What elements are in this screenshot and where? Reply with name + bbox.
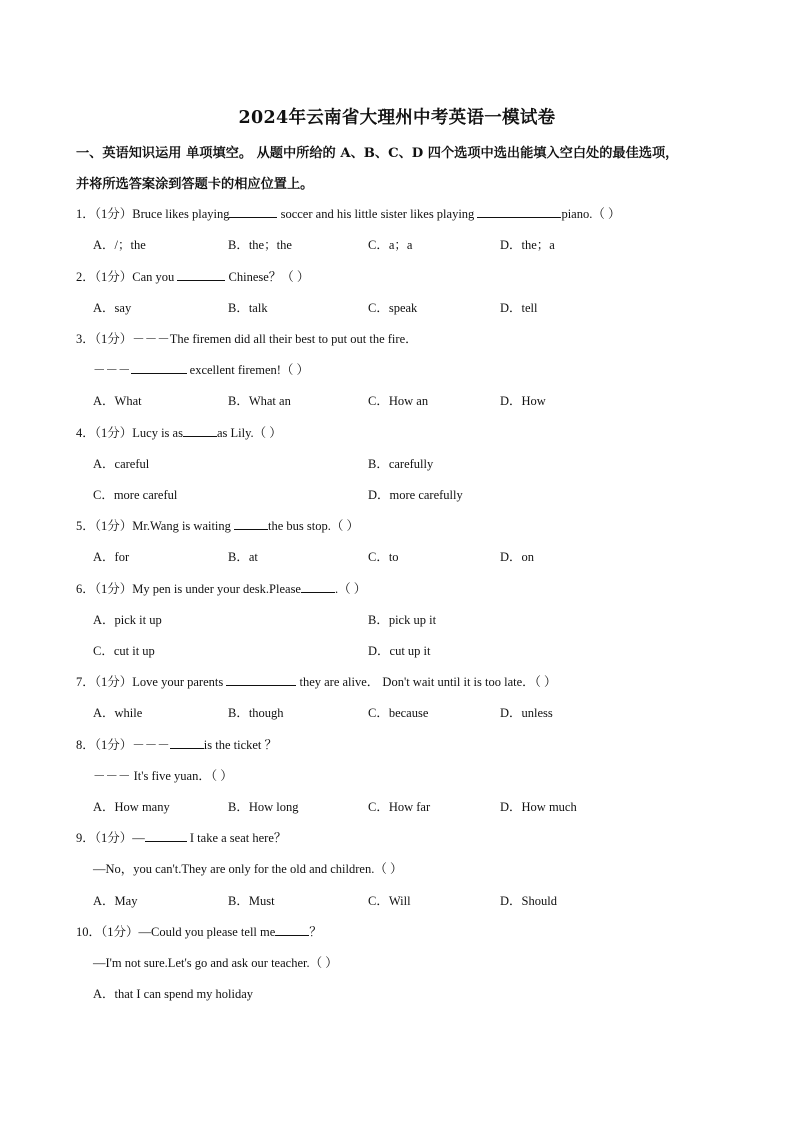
option-a: A．/；the xyxy=(93,238,146,252)
question-text: －－－The firemen did all their best to put out the fire． xyxy=(132,332,418,346)
answer-blank xyxy=(275,923,309,936)
answer-blank xyxy=(183,424,217,437)
question-4 xyxy=(76,423,282,443)
option-a: A．for xyxy=(93,550,130,564)
option-d: D．cut up it xyxy=(368,644,431,658)
question-text: I take a seat here？ xyxy=(186,831,287,845)
dialogue-dash: －－－ xyxy=(93,363,131,377)
option-a: A．What xyxy=(93,394,142,408)
question-number: 8．（1分） xyxy=(76,738,133,752)
question-text: —Could you please tell me xyxy=(138,925,276,939)
question-number: 2．（1分） xyxy=(76,270,133,284)
question-1 xyxy=(76,204,620,224)
question-5 xyxy=(76,516,359,536)
question-text: piano.（ ） xyxy=(561,207,621,221)
question-text: Can you xyxy=(132,270,178,284)
question-8-reply: －－－ It's five yuan．（ ） xyxy=(93,769,233,783)
option-c: C．speak xyxy=(368,301,418,315)
question-text: .（ ） xyxy=(335,582,367,596)
question-number: 6．（1分） xyxy=(76,582,133,596)
option-c: C．a；a xyxy=(368,238,413,252)
option-b: B．the；the xyxy=(228,238,292,252)
question-text: Love your parents xyxy=(132,675,227,689)
question-6 xyxy=(76,579,366,599)
option-a: A．while xyxy=(93,706,143,720)
option-d: D．unless xyxy=(500,706,553,720)
section-instruction-line1: 一、英语知识运用 单项填空。 从题中所给的 A、B、C、D 四个选项中选出能填入空白处的最佳选项， xyxy=(76,146,679,161)
answer-blank xyxy=(145,829,187,842)
question-number: 5．（1分） xyxy=(76,519,133,533)
option-c: C．Will xyxy=(368,894,411,908)
option-d: D．How much xyxy=(500,800,577,814)
answer-blank xyxy=(301,580,335,593)
option-a: A．May xyxy=(93,894,138,908)
question-text: they are alive． Don't wait until it is too late．（ ） xyxy=(296,675,557,689)
question-number: 7．（1分） xyxy=(76,675,133,689)
question-number: 1．（1分） xyxy=(76,207,133,221)
question-3-reply xyxy=(93,360,309,380)
question-2 xyxy=(76,267,309,287)
option-b: B．How long xyxy=(228,800,299,814)
question-number: 4．（1分） xyxy=(76,426,133,440)
question-text: Lucy is as xyxy=(132,426,183,440)
option-d: D．the；a xyxy=(500,238,555,252)
option-a: A．careful xyxy=(93,457,150,471)
answer-blank xyxy=(477,205,561,218)
option-c: C．more careful xyxy=(93,488,178,502)
question-text: Mr.Wang is waiting xyxy=(132,519,235,533)
question-number: 10．（1分） xyxy=(76,925,139,939)
question-text: Bruce likes playing xyxy=(132,207,230,221)
option-d: D．Should xyxy=(500,894,557,908)
question-text: as Lily.（ ） xyxy=(216,426,282,440)
question-text: soccer and his little sister likes playing xyxy=(277,207,478,221)
option-c: C．to xyxy=(368,550,399,564)
option-c: C．because xyxy=(368,706,429,720)
option-b: B．pick up it xyxy=(368,613,437,627)
question-text: －－－ xyxy=(132,738,170,752)
answer-blank xyxy=(226,673,296,686)
option-b: B．at xyxy=(228,550,258,564)
question-10-reply: —I'm not sure.Let's go and ask our teacher.（ ） xyxy=(93,956,338,970)
question-9-reply: —No，you can't.They are only for the old and children.（ ） xyxy=(93,862,403,876)
question-text: Chinese？（ ） xyxy=(225,270,310,284)
option-c: C．How an xyxy=(368,394,429,408)
option-d: D．How xyxy=(500,394,546,408)
question-text: is the ticket ？ xyxy=(203,738,278,752)
option-c: C．How far xyxy=(368,800,431,814)
question-number: 9．（1分） xyxy=(76,831,133,845)
option-c: C．cut it up xyxy=(93,644,155,658)
option-b: B．though xyxy=(228,706,284,720)
option-b: B．talk xyxy=(228,301,268,315)
answer-blank xyxy=(229,205,277,218)
question-text: the bus stop.（ ） xyxy=(268,519,360,533)
option-d: D．on xyxy=(500,550,535,564)
option-b: B．Must xyxy=(228,894,275,908)
question-9 xyxy=(76,828,286,848)
option-a: A．say xyxy=(93,301,132,315)
question-text: My pen is under your desk.Please xyxy=(132,582,301,596)
option-a: A．pick it up xyxy=(93,613,162,627)
question-text: excellent firemen!（ ） xyxy=(186,363,310,377)
answer-blank xyxy=(234,517,268,530)
section-instructions xyxy=(76,138,726,200)
answer-blank xyxy=(170,736,204,749)
question-text: ？ xyxy=(309,925,322,939)
question-number: 3．（1分） xyxy=(76,332,133,346)
question-8 xyxy=(76,735,277,755)
option-b: B．What an xyxy=(228,394,291,408)
option-d: D．tell xyxy=(500,301,538,315)
option-a: A．How many xyxy=(93,800,170,814)
question-10 xyxy=(76,922,322,942)
option-a: A．that I can spend my holiday xyxy=(93,987,254,1001)
exam-title: 2024年云南省大理州中考英语一模试卷 xyxy=(238,108,556,128)
question-text: — xyxy=(132,831,145,845)
question-3 xyxy=(76,329,418,349)
question-7 xyxy=(76,672,557,692)
option-b: B．carefully xyxy=(368,457,434,471)
section-instruction-line2: 并将所选答案涂到答题卡的相应位置上。 xyxy=(76,177,314,192)
option-d: D．more carefully xyxy=(368,488,463,502)
answer-blank xyxy=(177,268,225,281)
answer-blank xyxy=(131,361,187,374)
